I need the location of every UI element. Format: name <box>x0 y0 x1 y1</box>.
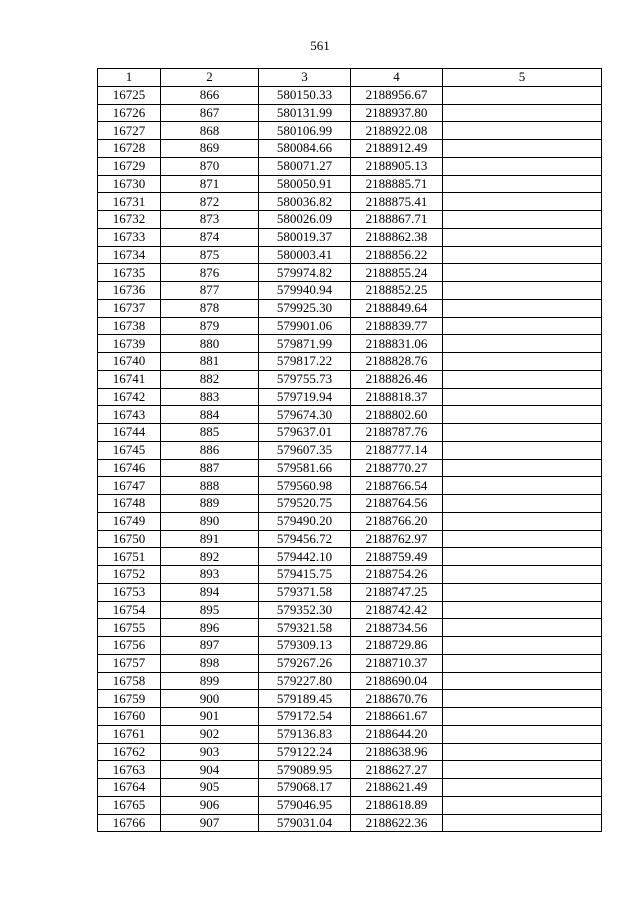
table-cell: 579974.82 <box>259 264 351 282</box>
table-cell: 16752 <box>98 566 161 584</box>
table-cell: 901 <box>161 708 259 726</box>
table-row <box>98 441 602 459</box>
table-cell: 2188770.27 <box>351 459 443 477</box>
table-row <box>98 193 602 211</box>
table-cell: 2188754.26 <box>351 566 443 584</box>
table-cell: 580131.99 <box>259 104 351 122</box>
table-cell: 579940.94 <box>259 282 351 300</box>
table-cell <box>443 441 602 459</box>
table-row <box>98 157 602 175</box>
table-row <box>98 530 602 548</box>
table-cell <box>443 86 602 104</box>
table-cell <box>443 335 602 353</box>
table-cell <box>443 175 602 193</box>
table-cell: 2188734.56 <box>351 619 443 637</box>
table-cell: 16765 <box>98 796 161 814</box>
table-cell: 16756 <box>98 637 161 655</box>
table-cell: 579371.58 <box>259 583 351 601</box>
table-cell: 579719.94 <box>259 388 351 406</box>
table-cell <box>443 157 602 175</box>
table-cell <box>443 530 602 548</box>
table-row <box>98 299 602 317</box>
table-row <box>98 690 602 708</box>
table-cell <box>443 104 602 122</box>
table-cell: 579189.45 <box>259 690 351 708</box>
table-cell: 16750 <box>98 530 161 548</box>
table-cell <box>443 282 602 300</box>
table-cell: 2188777.14 <box>351 441 443 459</box>
table-cell: 2188855.24 <box>351 264 443 282</box>
table-cell: 16746 <box>98 459 161 477</box>
table-cell: 887 <box>161 459 259 477</box>
table-cell: 2188766.54 <box>351 477 443 495</box>
table-cell: 900 <box>161 690 259 708</box>
table-cell: 2188831.06 <box>351 335 443 353</box>
table-cell <box>443 743 602 761</box>
table-cell: 869 <box>161 140 259 158</box>
table-cell: 2188644.20 <box>351 725 443 743</box>
table-cell: 16759 <box>98 690 161 708</box>
table-cell: 16730 <box>98 175 161 193</box>
table-row <box>98 672 602 690</box>
table-cell: 870 <box>161 157 259 175</box>
table-cell: 2188729.86 <box>351 637 443 655</box>
table-cell <box>443 548 602 566</box>
table-cell: 877 <box>161 282 259 300</box>
table-row <box>98 459 602 477</box>
table-cell: 16737 <box>98 299 161 317</box>
table-row <box>98 140 602 158</box>
table-cell: 2188670.76 <box>351 690 443 708</box>
table-cell: 579581.66 <box>259 459 351 477</box>
table-cell: 16729 <box>98 157 161 175</box>
table-row <box>98 725 602 743</box>
table-cell: 16741 <box>98 370 161 388</box>
table-cell: 580019.37 <box>259 228 351 246</box>
table-cell <box>443 459 602 477</box>
table-cell: 2188818.37 <box>351 388 443 406</box>
table-cell: 579267.26 <box>259 654 351 672</box>
table-row <box>98 353 602 371</box>
table-row <box>98 211 602 229</box>
table-cell: 579321.58 <box>259 619 351 637</box>
table-cell: 579637.01 <box>259 424 351 442</box>
table-row <box>98 619 602 637</box>
table-cell: 16731 <box>98 193 161 211</box>
table-row <box>98 637 602 655</box>
table-cell: 580003.41 <box>259 246 351 264</box>
table-cell <box>443 672 602 690</box>
page-number: 561 <box>310 38 330 53</box>
table-cell: 579136.83 <box>259 725 351 743</box>
table-cell: 906 <box>161 796 259 814</box>
table-cell: 2188621.49 <box>351 779 443 797</box>
table-cell: 2188839.77 <box>351 317 443 335</box>
table-cell: 16728 <box>98 140 161 158</box>
table-cell: 902 <box>161 725 259 743</box>
column-header: 4 <box>351 69 443 87</box>
coordinates-table <box>97 68 602 832</box>
table-cell: 16762 <box>98 743 161 761</box>
table-cell: 579046.95 <box>259 796 351 814</box>
table-cell <box>443 512 602 530</box>
table-cell: 2188638.96 <box>351 743 443 761</box>
table-cell: 882 <box>161 370 259 388</box>
table-cell <box>443 637 602 655</box>
table-cell: 2188690.04 <box>351 672 443 690</box>
table-cell: 16748 <box>98 495 161 513</box>
table-cell: 891 <box>161 530 259 548</box>
table-cell: 579442.10 <box>259 548 351 566</box>
table-cell: 16763 <box>98 761 161 779</box>
table-row <box>98 761 602 779</box>
table-cell: 896 <box>161 619 259 637</box>
table-cell: 878 <box>161 299 259 317</box>
table-cell: 579456.72 <box>259 530 351 548</box>
table-cell: 579901.06 <box>259 317 351 335</box>
table-cell: 579031.04 <box>259 814 351 832</box>
table-cell: 16726 <box>98 104 161 122</box>
table-cell: 580106.99 <box>259 122 351 140</box>
table-cell: 2188762.97 <box>351 530 443 548</box>
table-cell <box>443 814 602 832</box>
table-row <box>98 175 602 193</box>
table-row <box>98 583 602 601</box>
table-cell: 2188618.89 <box>351 796 443 814</box>
table-cell: 580084.66 <box>259 140 351 158</box>
table-cell: 2188764.56 <box>351 495 443 513</box>
table-row <box>98 477 602 495</box>
table-cell <box>443 228 602 246</box>
table-cell: 579352.30 <box>259 601 351 619</box>
table-cell: 903 <box>161 743 259 761</box>
table-cell: 866 <box>161 86 259 104</box>
table-cell: 2188862.38 <box>351 228 443 246</box>
table-cell: 16725 <box>98 86 161 104</box>
column-header: 2 <box>161 69 259 87</box>
table-row <box>98 370 602 388</box>
table-cell: 16747 <box>98 477 161 495</box>
table-cell: 579817.22 <box>259 353 351 371</box>
table-cell: 880 <box>161 335 259 353</box>
table-cell: 580071.27 <box>259 157 351 175</box>
column-header: 3 <box>259 69 351 87</box>
table-cell: 579490.20 <box>259 512 351 530</box>
table-cell: 579607.35 <box>259 441 351 459</box>
table-cell: 905 <box>161 779 259 797</box>
table-cell <box>443 796 602 814</box>
table-cell: 890 <box>161 512 259 530</box>
table-cell: 2188802.60 <box>351 406 443 424</box>
table-cell: 16760 <box>98 708 161 726</box>
table-cell: 2188885.71 <box>351 175 443 193</box>
table-cell: 16744 <box>98 424 161 442</box>
table-cell: 881 <box>161 353 259 371</box>
table-cell: 16740 <box>98 353 161 371</box>
table-cell: 2188766.20 <box>351 512 443 530</box>
table-row <box>98 317 602 335</box>
table-cell: 579089.95 <box>259 761 351 779</box>
table-cell: 580050.91 <box>259 175 351 193</box>
table-row <box>98 335 602 353</box>
table-cell <box>443 654 602 672</box>
table-cell <box>443 122 602 140</box>
table-cell: 16734 <box>98 246 161 264</box>
table-cell <box>443 708 602 726</box>
table-row <box>98 796 602 814</box>
table-cell: 16732 <box>98 211 161 229</box>
table-cell: 2188710.37 <box>351 654 443 672</box>
table-cell: 579172.54 <box>259 708 351 726</box>
table-cell: 904 <box>161 761 259 779</box>
table-cell <box>443 761 602 779</box>
table-cell <box>443 370 602 388</box>
table-cell: 16735 <box>98 264 161 282</box>
table-cell: 874 <box>161 228 259 246</box>
table-cell: 2188622.36 <box>351 814 443 832</box>
table-cell: 579871.99 <box>259 335 351 353</box>
table-cell: 868 <box>161 122 259 140</box>
table-row <box>98 708 602 726</box>
table-row <box>98 406 602 424</box>
table-cell <box>443 619 602 637</box>
table-row <box>98 264 602 282</box>
table-cell: 897 <box>161 637 259 655</box>
table-cell <box>443 193 602 211</box>
table-cell: 2188856.22 <box>351 246 443 264</box>
table-cell <box>443 299 602 317</box>
table-cell: 2188627.27 <box>351 761 443 779</box>
table-cell: 16751 <box>98 548 161 566</box>
table-cell: 895 <box>161 601 259 619</box>
table-cell: 907 <box>161 814 259 832</box>
table-cell <box>443 140 602 158</box>
table-cell <box>443 583 602 601</box>
table-cell: 579925.30 <box>259 299 351 317</box>
table-row <box>98 566 602 584</box>
table-row <box>98 601 602 619</box>
table-cell: 894 <box>161 583 259 601</box>
table-cell <box>443 725 602 743</box>
column-header: 5 <box>443 69 602 87</box>
table-cell: 889 <box>161 495 259 513</box>
table-row <box>98 228 602 246</box>
table-cell: 580036.82 <box>259 193 351 211</box>
table-cell: 871 <box>161 175 259 193</box>
table-cell: 898 <box>161 654 259 672</box>
table-cell: 2188922.08 <box>351 122 443 140</box>
table-cell: 579520.75 <box>259 495 351 513</box>
table-cell: 2188828.76 <box>351 353 443 371</box>
table-cell <box>443 211 602 229</box>
table-cell <box>443 406 602 424</box>
table-row <box>98 512 602 530</box>
table-cell: 16755 <box>98 619 161 637</box>
table-cell: 16758 <box>98 672 161 690</box>
table-cell <box>443 424 602 442</box>
table-row <box>98 282 602 300</box>
table-cell: 867 <box>161 104 259 122</box>
table-cell: 16738 <box>98 317 161 335</box>
table-row <box>98 86 602 104</box>
table-cell: 2188661.67 <box>351 708 443 726</box>
table-cell <box>443 317 602 335</box>
table-cell: 888 <box>161 477 259 495</box>
table-cell: 2188956.67 <box>351 86 443 104</box>
table-cell <box>443 353 602 371</box>
table-cell: 16742 <box>98 388 161 406</box>
table-cell: 579122.24 <box>259 743 351 761</box>
table-cell: 579560.98 <box>259 477 351 495</box>
table-cell <box>443 601 602 619</box>
table-cell: 16764 <box>98 779 161 797</box>
table-cell: 579309.13 <box>259 637 351 655</box>
table-cell: 579674.30 <box>259 406 351 424</box>
table-cell: 2188742.42 <box>351 601 443 619</box>
table-cell: 16766 <box>98 814 161 832</box>
table-cell: 2188912.49 <box>351 140 443 158</box>
table-row <box>98 654 602 672</box>
table-cell: 886 <box>161 441 259 459</box>
table-row <box>98 424 602 442</box>
table-row <box>98 548 602 566</box>
table-cell <box>443 495 602 513</box>
table-cell: 2188875.41 <box>351 193 443 211</box>
table-cell: 875 <box>161 246 259 264</box>
table-row <box>98 388 602 406</box>
table-cell: 884 <box>161 406 259 424</box>
table-cell: 16749 <box>98 512 161 530</box>
table-cell: 580026.09 <box>259 211 351 229</box>
table-row <box>98 122 602 140</box>
table-cell: 579415.75 <box>259 566 351 584</box>
table-cell: 2188905.13 <box>351 157 443 175</box>
table-cell: 16736 <box>98 282 161 300</box>
table-cell: 16727 <box>98 122 161 140</box>
table-cell <box>443 388 602 406</box>
table-cell <box>443 690 602 708</box>
table-row <box>98 495 602 513</box>
table-cell: 580150.33 <box>259 86 351 104</box>
table-cell: 879 <box>161 317 259 335</box>
table-cell: 893 <box>161 566 259 584</box>
table-body <box>98 86 602 832</box>
table-cell: 579227.80 <box>259 672 351 690</box>
table-cell <box>443 477 602 495</box>
table-cell: 883 <box>161 388 259 406</box>
table-row <box>98 779 602 797</box>
table-row <box>98 246 602 264</box>
table-cell: 16745 <box>98 441 161 459</box>
table-cell: 2188826.46 <box>351 370 443 388</box>
column-header: 1 <box>98 69 161 87</box>
table-row <box>98 743 602 761</box>
table-row <box>98 104 602 122</box>
table-cell: 16753 <box>98 583 161 601</box>
table-cell: 2188849.64 <box>351 299 443 317</box>
table-cell: 16739 <box>98 335 161 353</box>
table-cell: 16743 <box>98 406 161 424</box>
table-cell <box>443 264 602 282</box>
table-cell: 16754 <box>98 601 161 619</box>
table-cell: 873 <box>161 211 259 229</box>
table-cell <box>443 246 602 264</box>
table-cell: 2188787.76 <box>351 424 443 442</box>
table-cell: 885 <box>161 424 259 442</box>
table-cell <box>443 566 602 584</box>
table-cell: 2188852.25 <box>351 282 443 300</box>
table-cell: 872 <box>161 193 259 211</box>
table-cell: 579068.17 <box>259 779 351 797</box>
table-cell: 892 <box>161 548 259 566</box>
table-cell <box>443 779 602 797</box>
table-row <box>98 814 602 832</box>
table-header-row <box>98 69 602 87</box>
table-cell: 899 <box>161 672 259 690</box>
table-cell: 2188867.71 <box>351 211 443 229</box>
table-cell: 16757 <box>98 654 161 672</box>
table-cell: 876 <box>161 264 259 282</box>
table-cell: 16761 <box>98 725 161 743</box>
table-cell: 2188937.80 <box>351 104 443 122</box>
table-cell: 2188759.49 <box>351 548 443 566</box>
table-cell: 16733 <box>98 228 161 246</box>
table-cell: 2188747.25 <box>351 583 443 601</box>
table-cell: 579755.73 <box>259 370 351 388</box>
